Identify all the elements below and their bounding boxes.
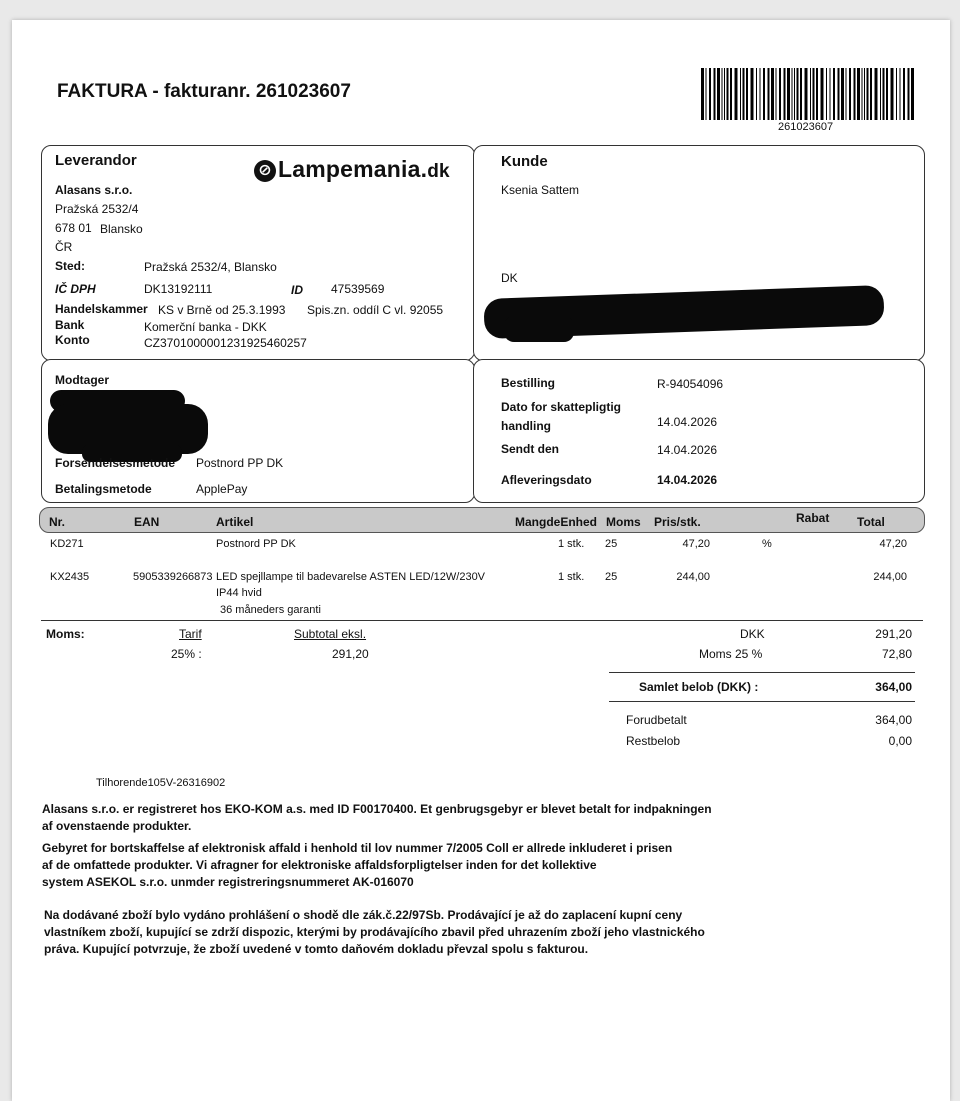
delivery-label: Afleveringsdato <box>501 473 592 487</box>
account-label: Konto <box>55 333 90 347</box>
row-qty: 1 stk. <box>558 571 585 583</box>
barcode-bar <box>792 68 793 120</box>
tariff-value: 25% : <box>171 647 202 661</box>
recipient-heading: Modtager <box>55 373 109 387</box>
col-discount: Rabat <box>796 511 830 525</box>
order-label: Bestilling <box>501 376 556 390</box>
row-qty: 1 stk. <box>558 538 585 550</box>
grand-total-label: Samlet belob (DKK) : <box>639 680 759 694</box>
vat-summary-label: Moms: <box>46 627 85 641</box>
customer-name: Ksenia Sattem <box>501 183 580 197</box>
barcode-bar <box>857 68 860 120</box>
col-total: Total <box>857 515 885 529</box>
barcode-number: 261023607 <box>778 121 834 133</box>
chamber-value: KS v Brně od 25.3.1993 <box>158 303 286 317</box>
payment-label: Betalingsmetode <box>55 482 152 496</box>
barcode-bar <box>813 68 815 120</box>
barcode-bar <box>763 68 765 120</box>
bank-value: Komerční banka - DKK <box>144 320 267 334</box>
col-nr: Nr. <box>49 515 66 529</box>
currency-label: DKK <box>740 627 765 641</box>
barcode-bar <box>875 68 878 120</box>
barcode-bar <box>911 68 914 120</box>
company-id-value: 47539569 <box>331 282 385 296</box>
col-article: Artikel <box>216 515 254 529</box>
supplier-logo: ⊘ Lampemania.dk <box>254 156 450 183</box>
supplier-box <box>41 145 475 361</box>
barcode-bar <box>724 68 725 120</box>
barcode-bar <box>706 68 707 120</box>
taxdate-value: 14.04.2026 <box>657 415 718 429</box>
place-value: Pražská 2532/4, Blansko <box>144 260 277 274</box>
delivery-value: 14.04.2026 <box>657 473 718 487</box>
barcode-bar <box>870 68 872 120</box>
shipping-label: Forsendelsesmetode <box>55 456 176 470</box>
supplier-country: ČR <box>55 240 73 254</box>
invoice-page <box>12 20 950 1101</box>
taxdate-label: Dato for skattepligtig <box>501 400 622 414</box>
barcode-bar <box>846 68 847 120</box>
barcode-bar <box>821 68 824 120</box>
vat25-label: Moms 25 % <box>699 647 763 661</box>
row-vat: 25 <box>605 571 618 583</box>
barcode-bar <box>746 68 748 120</box>
tariff-label: Tarif <box>179 627 202 641</box>
barcode-bar <box>740 68 741 120</box>
vat-number-value: DK13192111 <box>144 282 213 296</box>
col-vat: Moms <box>606 515 641 529</box>
barcode-bar <box>830 68 831 120</box>
barcode-bar <box>787 68 790 120</box>
col-price: Pris/stk. <box>654 515 701 529</box>
col-qty-unit: MangdeEnhed <box>515 515 598 529</box>
account-value: CZ3701000001231925460257 <box>144 336 307 350</box>
grand-total-value: 364,00 <box>875 680 912 694</box>
total-line-top <box>609 672 915 673</box>
customer-country: DK <box>501 271 518 285</box>
barcode-bar <box>896 68 897 120</box>
barcode-bar <box>784 68 786 120</box>
barcode-bar <box>880 68 881 120</box>
row-vat: 25 <box>605 538 618 550</box>
payment-value: ApplePay <box>196 482 248 496</box>
chamber-label: Handelskammer <box>55 302 148 316</box>
row-price: 47,20 <box>682 538 710 550</box>
barcode-bar <box>768 68 770 120</box>
supplier-street: Pražská 2532/4 <box>55 202 139 216</box>
barcode-bar <box>751 68 754 120</box>
barcode-bar <box>730 68 732 120</box>
barcode-bar <box>867 68 869 120</box>
shipping-value: Postnord PP DK <box>196 456 284 470</box>
chamber-ref: Spis.zn. oddíl C vl. 92055 <box>307 303 444 317</box>
sent-value: 14.04.2026 <box>657 443 718 457</box>
table-divider <box>41 620 923 621</box>
row-article: LED spejllampe til badevarelse ASTEN LED/12W/230V <box>216 571 486 583</box>
supplier-name: Alasans s.r.o. <box>55 183 133 197</box>
subtotal-value: 291,20 <box>332 647 369 661</box>
row-nr: KD271 <box>50 538 84 550</box>
barcode-bar <box>735 68 738 120</box>
paragraph-asekol: Gebyret for bortskaffelse af elektronisk affald i henhold til lov nummer 7/2005 Coll er allrede inkluderet i prisen af de omfattede produkter. Vi afragner for elektroniske affaldsforpligtelser inden for det kollektive system ASEKOL s.r.o. unmder registreringsnummeret AK-016070 <box>42 841 673 889</box>
barcode-bar <box>886 68 888 120</box>
barcode-bar <box>743 68 745 120</box>
supplier-city: Blansko <box>100 222 143 236</box>
row-discount: % <box>762 538 772 550</box>
place-label: Sted: <box>55 259 85 273</box>
barcode-bar <box>717 68 720 120</box>
customer-heading: Kunde <box>501 153 548 170</box>
barcode-bar <box>756 68 757 120</box>
row-article: Postnord PP DK <box>216 538 296 550</box>
barcode-bar <box>714 68 716 120</box>
barcode-bar <box>908 68 910 120</box>
sent-label: Sendt den <box>501 442 560 456</box>
barcode-bar <box>800 68 802 120</box>
supplier-heading: Leverandor <box>55 152 137 169</box>
barcode-bar <box>816 68 818 120</box>
currency-value: 291,20 <box>875 627 912 641</box>
barcode-bar <box>771 68 774 120</box>
supplier-zip: 678 01 <box>55 221 92 235</box>
row-total: 244,00 <box>873 571 907 583</box>
paragraph-ownership: Na dodávané zboží bylo vydáno prohlášení o shodě dle zák.č.22/97Sb. Prodávající je až do zaplacení kupní ceny vlastníkem zboží, kupující se zdrží dispozic, kterými by prodávajícího zbavil před uhrazením zboží jeho vlastnického práva. Kupující potvrzuje, že zboží uvedené v tomto daňovém dokladu převzal spolu s fakturou. <box>44 908 705 956</box>
row-ean: 5905339266873 <box>133 571 213 583</box>
footer-reference: Tilhorende105V-26316902 <box>96 777 226 789</box>
row-article-line3: 36 måneders garanti <box>220 604 321 616</box>
leaf-circle-icon: ⊘ <box>254 160 276 182</box>
barcode-bar <box>826 68 827 120</box>
barcode-bar <box>794 68 795 120</box>
barcode-bar <box>854 68 856 120</box>
recipient-box <box>41 359 475 503</box>
subtotal-label: Subtotal eksl. <box>294 627 367 641</box>
barcode-bar <box>797 68 799 120</box>
vat25-value: 72,80 <box>881 647 912 661</box>
barcode-bar <box>862 68 863 120</box>
order-box <box>473 359 925 503</box>
barcode-bar <box>833 68 835 120</box>
barcode-bar <box>841 68 844 120</box>
barcode-bar <box>701 68 704 120</box>
company-id-label: ID <box>291 283 303 297</box>
bank-label: Bank <box>55 318 85 332</box>
barcode-bar <box>864 68 865 120</box>
remaining-label: Restbelob <box>626 734 681 748</box>
items-table-header <box>39 507 925 533</box>
barcode-bar <box>722 68 723 120</box>
barcode-bar <box>810 68 811 120</box>
vat-number-label: IČ DPH <box>55 282 96 296</box>
row-nr: KX2435 <box>50 571 90 583</box>
taxdate-label-2: handling <box>501 419 551 433</box>
invoice-title: FAKTURA - fakturanr. 261023607 <box>57 81 351 102</box>
barcode <box>701 68 917 120</box>
barcode-bar <box>891 68 894 120</box>
total-line-bottom <box>609 701 915 702</box>
barcode-bar <box>838 68 840 120</box>
prepaid-label: Forudbetalt <box>626 713 687 727</box>
barcode-bar <box>883 68 885 120</box>
order-value: R-94054096 <box>657 377 724 391</box>
col-ean: EAN <box>134 515 160 529</box>
barcode-bar <box>900 68 901 120</box>
barcode-bar <box>849 68 851 120</box>
barcode-bar <box>805 68 808 120</box>
row-price: 244,00 <box>676 571 710 583</box>
redacted-contact-2 <box>504 316 574 342</box>
customer-box <box>473 145 925 361</box>
barcode-bar <box>760 68 761 120</box>
barcode-bar <box>903 68 905 120</box>
barcode-bar <box>779 68 781 120</box>
remaining-value: 0,00 <box>888 734 912 748</box>
paragraph-ekokom: Alasans s.r.o. er registreret hos EKO-KOM a.s. med ID F00170400. Et genbrugsgebyr er blevet betalt for indpakningen af ovenstaende produkter. <box>42 802 712 833</box>
barcode-bar <box>776 68 777 120</box>
barcode-bar <box>709 68 711 120</box>
prepaid-value: 364,00 <box>875 713 912 727</box>
row-total: 47,20 <box>879 538 907 550</box>
row-article-line2: IP44 hvid <box>216 587 262 599</box>
barcode-bar <box>727 68 729 120</box>
